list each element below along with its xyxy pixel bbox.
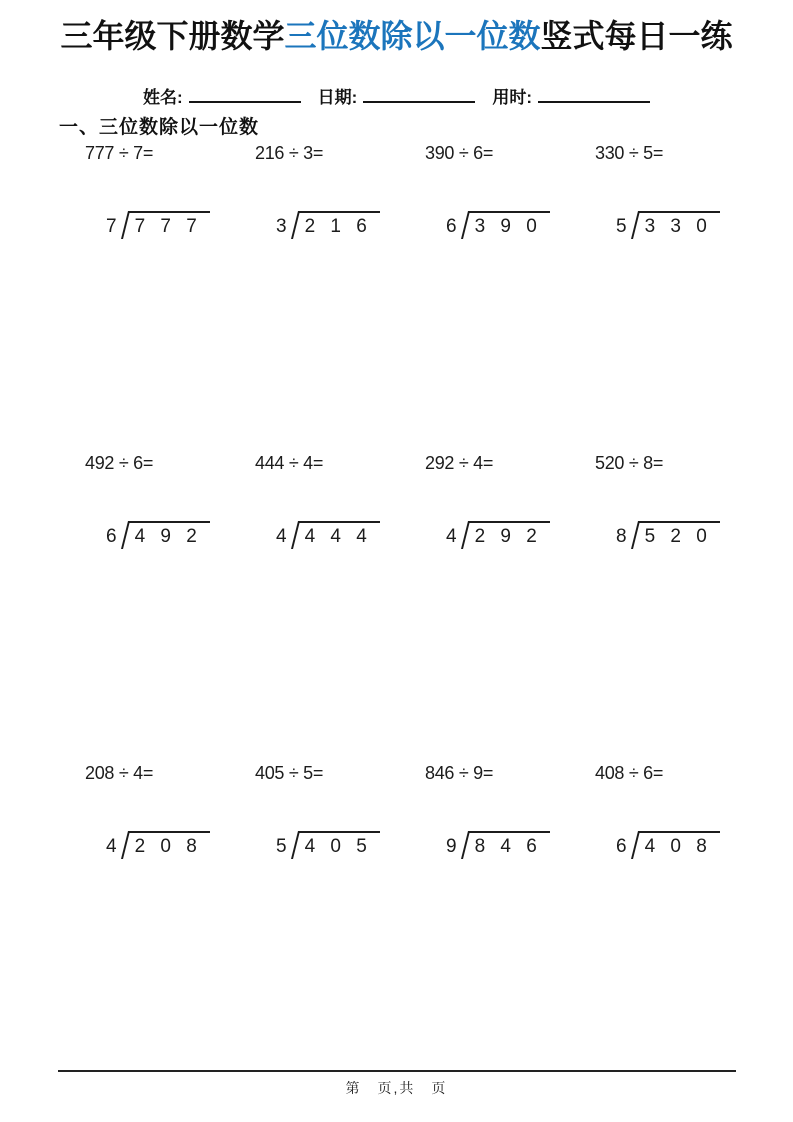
division-problem [425,143,595,239]
long-division-divisor: 3 [276,216,287,237]
long-division-divisor: 6 [446,216,457,237]
date-field [318,83,476,108]
long-division-layout [446,211,595,239]
problem-row [85,143,765,239]
footer-page-label: 第 页,共 页 [345,1080,448,1096]
long-division-dividend: 4 0 5 [298,831,380,858]
equation-text: 216 ÷ 3= [255,143,324,163]
equation-text: 390 ÷ 6= [425,143,494,163]
long-division-divisor: 7 [106,216,117,237]
title-segment-topic-highlight: 三位数除以一位数 [284,18,541,54]
division-problem [595,763,765,859]
long-division-layout [446,831,595,859]
problem-row [85,453,765,549]
long-division-layout [446,521,595,549]
page-title [0,16,793,56]
long-division-dividend: 7 7 7 [128,211,210,238]
equation-text: 846 ÷ 9= [425,763,494,783]
long-division-layout [106,211,255,239]
date-blank-line [363,87,475,103]
long-division-layout [276,831,425,859]
long-division-dividend: 4 9 2 [128,521,210,548]
equation-text: 777 ÷ 7= [85,143,154,163]
long-division-dividend: 3 9 0 [468,211,550,238]
problem-row [85,763,765,859]
division-problem [595,453,765,549]
long-division-divisor: 6 [106,526,117,547]
long-division-layout [616,521,765,549]
date-label: 日期: [317,88,358,107]
name-blank-line [189,87,301,103]
long-division-dividend: 8 4 6 [468,831,550,858]
division-problem [85,143,255,239]
division-problem [595,143,765,239]
title-segment-grade: 三年级下册数学 [60,18,285,54]
long-division-dividend: 2 0 8 [128,831,210,858]
long-division-layout [276,211,425,239]
long-division-divisor: 4 [276,526,287,547]
long-division-layout [276,521,425,549]
time-used-label: 用时: [492,88,532,107]
division-problem [85,763,255,859]
long-division-dividend: 4 0 8 [638,831,720,858]
footer-divider [58,1070,736,1072]
equation-text: 444 ÷ 4= [255,453,324,473]
equation-text: 292 ÷ 4= [425,453,494,473]
long-division-divisor: 9 [446,836,457,857]
time-used-blank-line [538,87,650,103]
long-division-divisor: 5 [276,836,287,857]
long-division-divisor: 4 [446,526,457,547]
equation-text: 520 ÷ 8= [595,453,664,473]
name-field [143,83,301,108]
long-division-layout [616,831,765,859]
long-division-divisor: 6 [616,836,627,857]
long-division-divisor: 5 [616,216,627,237]
division-problem [425,453,595,549]
long-division-layout [616,211,765,239]
long-division-divisor: 4 [106,836,117,857]
division-problem [425,763,595,859]
equation-text: 405 ÷ 5= [255,763,324,783]
name-label: 姓名: [142,88,183,107]
long-division-dividend: 5 2 0 [638,521,720,548]
long-division-layout [106,521,255,549]
equation-text: 492 ÷ 6= [85,453,154,473]
student-info-row [0,83,793,108]
equation-text: 330 ÷ 5= [595,143,664,163]
time-used-field [492,83,650,108]
equation-text: 408 ÷ 6= [595,763,664,783]
long-division-dividend: 2 1 6 [298,211,380,238]
equation-text: 208 ÷ 4= [85,763,154,783]
long-division-dividend: 4 4 4 [298,521,380,548]
long-division-dividend: 3 3 0 [638,211,720,238]
division-problem [255,763,425,859]
long-division-dividend: 2 9 2 [468,521,550,548]
section-heading: 一、三位数除以一位数 [59,117,260,138]
title-segment-suffix: 竖式每日一练 [540,18,733,54]
long-division-layout [106,831,255,859]
division-problem [255,453,425,549]
division-problem [255,143,425,239]
division-problem [85,453,255,549]
long-division-divisor: 8 [616,526,627,547]
